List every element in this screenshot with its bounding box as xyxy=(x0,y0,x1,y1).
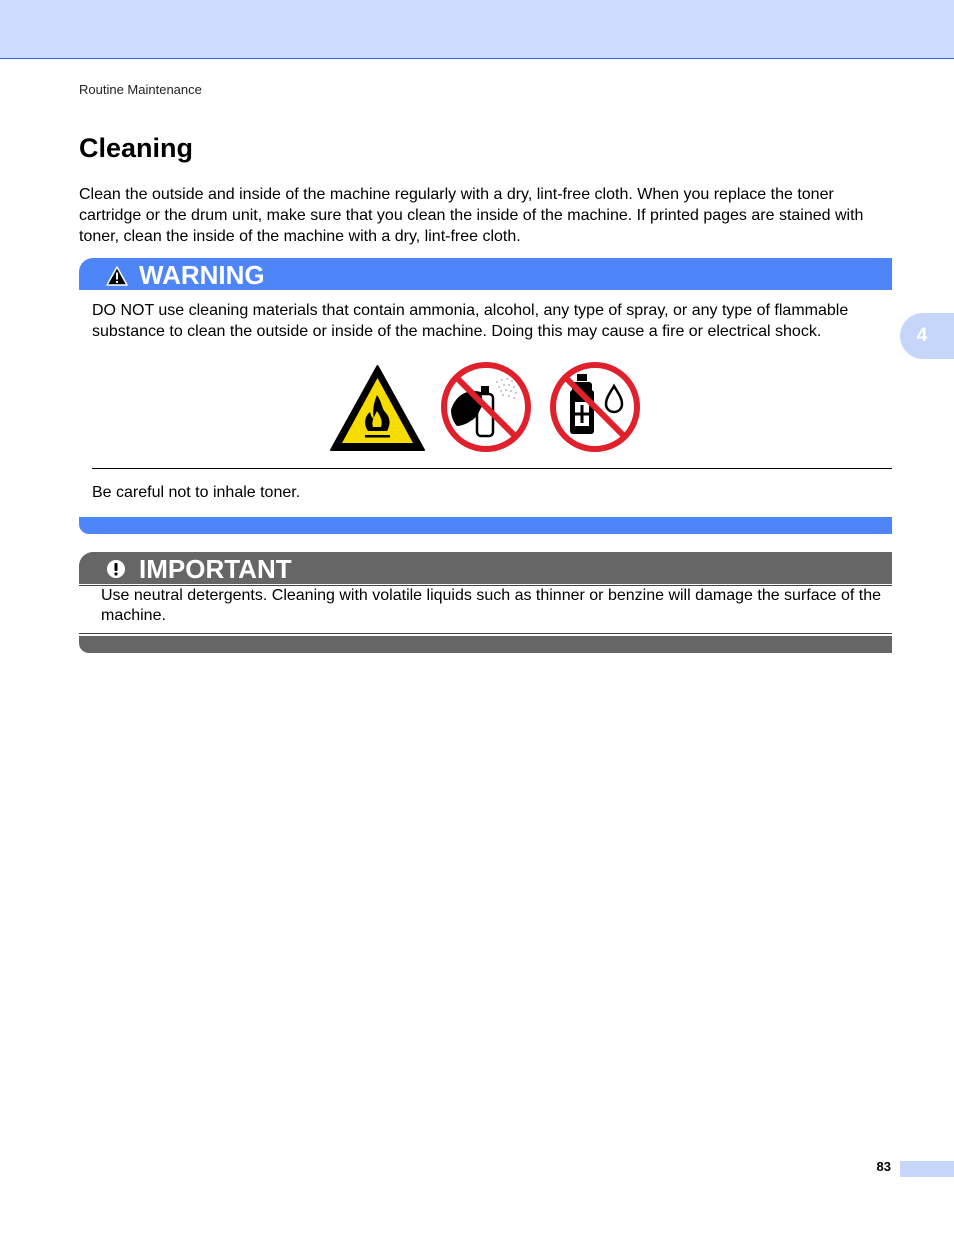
toner-note: Be careful not to inhale toner. xyxy=(92,484,301,501)
hazard-icons xyxy=(329,360,644,454)
warning-triangle-icon xyxy=(106,266,128,286)
warning-header xyxy=(79,258,892,290)
warning-footer-bar xyxy=(79,517,892,534)
breadcrumb: Routine Maintenance xyxy=(79,82,202,97)
no-flammable-liquid-icon xyxy=(548,360,642,454)
warning-label: WARNING xyxy=(139,260,265,290)
warning-divider xyxy=(92,468,892,469)
warning-text: DO NOT use cleaning materials that contain ammonia, alcohol, any type of spray, or any type of flammable substance to clean the outside or inside of the machine. Doing this may cause a fire or electrical shock. xyxy=(92,302,849,340)
page-title: Cleaning xyxy=(79,133,194,163)
flammable-warning-icon xyxy=(329,364,426,452)
no-spray-icon xyxy=(439,360,533,454)
important-bottom-rule xyxy=(79,633,892,634)
chapter-tab xyxy=(900,313,954,359)
header-band xyxy=(0,0,954,59)
chapter-number: 4 xyxy=(916,325,928,346)
important-header xyxy=(79,552,892,584)
important-footer-bar xyxy=(79,636,892,653)
page-number: 83 xyxy=(876,1159,891,1174)
page-tab xyxy=(900,1161,954,1177)
exclamation-circle-icon xyxy=(106,559,126,579)
intro-paragraph: Clean the outside and inside of the machine regularly with a dry, lint-free cloth. When you replace the toner cartridge or the drum unit, make sure that you clean the inside of the machine. If printed pages are stained with toner, clean the inside of the machine with a dry, lint-free cloth. xyxy=(79,186,864,245)
important-label: IMPORTANT xyxy=(139,554,292,584)
important-text: Use neutral detergents. Cleaning with volatile liquids such as thinner or benzine will damage the surface of the machine. xyxy=(101,587,881,624)
